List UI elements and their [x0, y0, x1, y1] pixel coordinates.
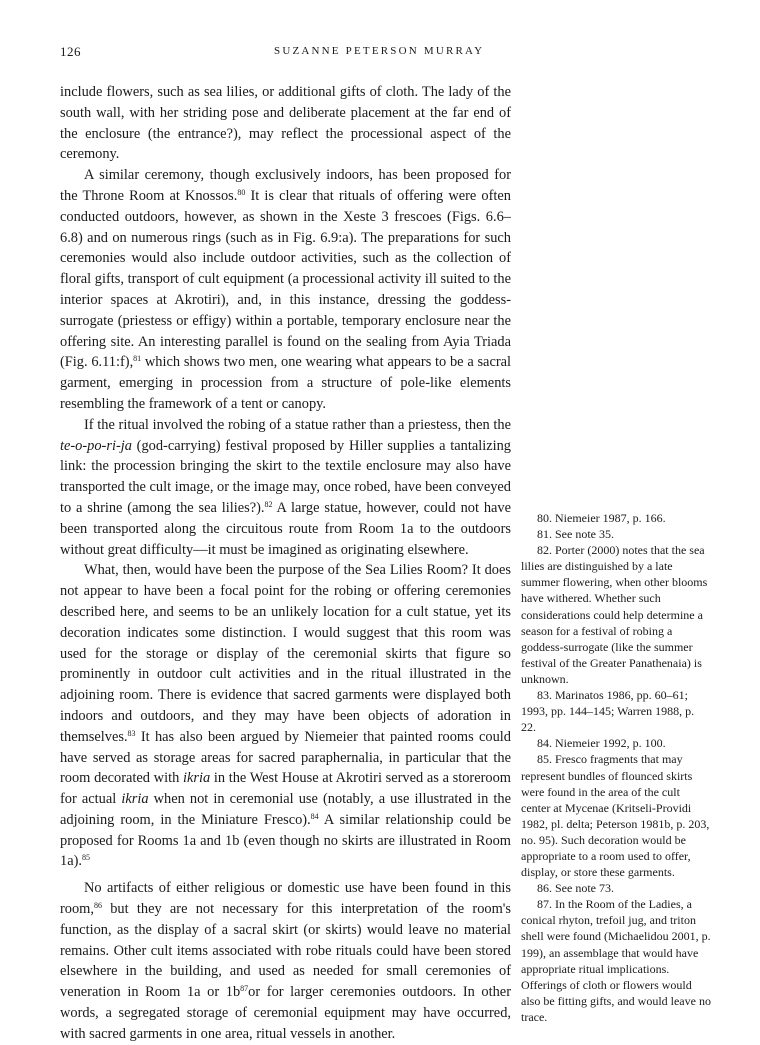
footnote-ref-86[interactable]: 86: [93, 901, 102, 911]
footnote-ref-82[interactable]: 82: [264, 499, 273, 509]
page-number: 126: [60, 44, 81, 59]
footnote-ref-81[interactable]: 81: [133, 354, 142, 364]
footnote-ref-83[interactable]: 83: [127, 728, 136, 738]
footnote-ref-85[interactable]: 85: [81, 853, 90, 863]
footnote-80: 80. Niemeier 1987, p. 166.: [537, 511, 666, 525]
text: when not in ceremonial use (notably, a use illustrated in the adjoining room, in the Miniature Fresco).: [60, 791, 511, 828]
footnote-87: 87. In the Room of the Ladies, a conical rhyton, trefoil jug, and triton shell were found (Michaelidou 2001, p. 199), an assemblage that would have appropriate ritual implications. Offerings of cloth or flowers would also be fitting gifts, and would leave no trace.: [521, 897, 711, 1024]
text: If the ritual involved the robing of a statue rather than a priestess, then the: [84, 416, 511, 433]
footnote-ref-84[interactable]: 84: [310, 811, 319, 821]
running-head: SUZANNE PETERSON MURRAY: [274, 45, 485, 57]
text: It has also been argued by Niemeier that painted rooms could have served as storage areas for sacred paraphernalia, in particular that the room decorated with: [60, 728, 511, 787]
paragraph-1: include flowers, such as sea lilies, or additional gifts of cloth. The lady of the south wall, with her striding pose and deliberate placement at the far end of the enclosure (the entrance?), may reflect the processional aspect of the ceremony.: [60, 84, 511, 163]
footnote-82: 82. Porter (2000) notes that the sea lilies are distinguished by a late summer flowering, when other blooms have withered. Whether such considerations could help determine a season for a festival of robing a goddess-surrogate (like the summer festival of the Greater Panathenaia) is unknown.: [521, 543, 708, 686]
text: A large statue, however, could not have been transported along the circuitous route from Room 1a to the outdoors without great difficulty—it must be imagined as originating elsewhere.: [60, 499, 511, 558]
text: or for larger ceremonies outdoors. In other words, a segregated storage of ceremonial equipment may have occurred, with sacred garments in one area, ritual vessels in another.: [60, 984, 511, 1042]
footnote-85: 85. Fresco fragments that may represent bundles of flounced skirts were found in the area of the cult center at Mycenae (Kritseli-Providi 1982, pl. delta; Peterson 1981b, p. 203, no. 95). Such decoration would be appropriate to a room used to offer, display, or store these garments.: [521, 752, 710, 880]
text: It is clear that rituals of offering were often conducted outdoors, however, as shown in the Xeste 3 frescoes (Figs. 6.6–6.8) and on numerous rings (such as in Fig. 6.9:a). The preparations for such ceremonies would also include outdoor activities, such as the collection of floral gifts, transport of cult equipment (a processional activity ill suited to the interior spaces at Akrotiri), and, in this instance, dressing the goddess-surrogate (priestess or effigy) within a portable, temporary enclosure near the offering site. An interesting parallel is found on the sealing from Ayia Triada (Fig. 6.11:f),: [60, 187, 511, 371]
text: which shows two men, one wearing what appears to be a sacral garment, emerging in procession from a structure of pole-like elements resembling the framework of a tent or canopy.: [60, 354, 512, 412]
text: No artifacts of either religious or domestic use have been found in this room,: [60, 880, 511, 918]
footnotes-column: [521, 510, 711, 1025]
footnote-83: 83. Marinatos 1986, pp. 60–61; 1993, pp. 144–145; Warren 1988, p. 22.: [521, 688, 695, 735]
italic-term: te-o-po-ri-ja: [60, 437, 132, 454]
page-header: [60, 44, 700, 64]
paragraph-5: [60, 878, 511, 1044]
footnote-84: 84. Niemeier 1992, p. 100.: [537, 736, 666, 751]
text: A similar relationship could be proposed for Rooms 1a and 1b (even though no skirts are illustrated in Room 1a).: [60, 811, 511, 870]
paragraph-4: [60, 560, 511, 872]
text: A similar ceremony, though exclusively indoors, has been proposed for the Throne Room at Knossos.: [60, 167, 511, 204]
text: What, then, would have been the purpose of the Sea Lilies Room? It does not appear to have been a focal point for the robing or offering ceremonies described here, and seems to be an unlikely location for a cult statue, yet its decoration indicates some distinction. I would suggest that this room was used for the storage or display of the ceremonial skirts that figure so prominently in outdoor cult activities and in the ritual illustrated in the adjoining room. There is evidence that sacred garments were displayed both indoors and outdoors, and they may have been objects of adoration in themselves.: [60, 562, 511, 745]
footnote-86: 86. See note 73.: [537, 881, 614, 896]
text: (god-carrying) festival proposed by Hiller supplies a tantalizing link: the procession bringing the skirt to the textile enclosure may also have transported the cult image, or the image may, once robed, have been conveyed to a shrine (among the sea lilies?).: [60, 437, 511, 516]
italic-term: ikria: [182, 770, 211, 787]
text: in the West House at Akrotiri served as a storeroom for actual: [60, 770, 511, 808]
paragraph-3: [60, 415, 511, 561]
main-text-column: [60, 82, 511, 1045]
text: but they are not necessary for this interpretation of the room's function, as the display of a sacral skirt (or skirts) would leave no material remains. Other cult items associated with robe rituals could have been stored elsewhere in the building, and used as needed for small ceremonies of veneration in Room 1a or 1b: [60, 901, 511, 1001]
paragraph-2: [60, 165, 511, 415]
footnote-ref-80[interactable]: 80: [237, 187, 246, 197]
footnote-81: 81. See note 35.: [537, 527, 614, 542]
footnote-ref-87[interactable]: 87: [240, 984, 249, 994]
italic-term: ikria: [121, 791, 149, 808]
